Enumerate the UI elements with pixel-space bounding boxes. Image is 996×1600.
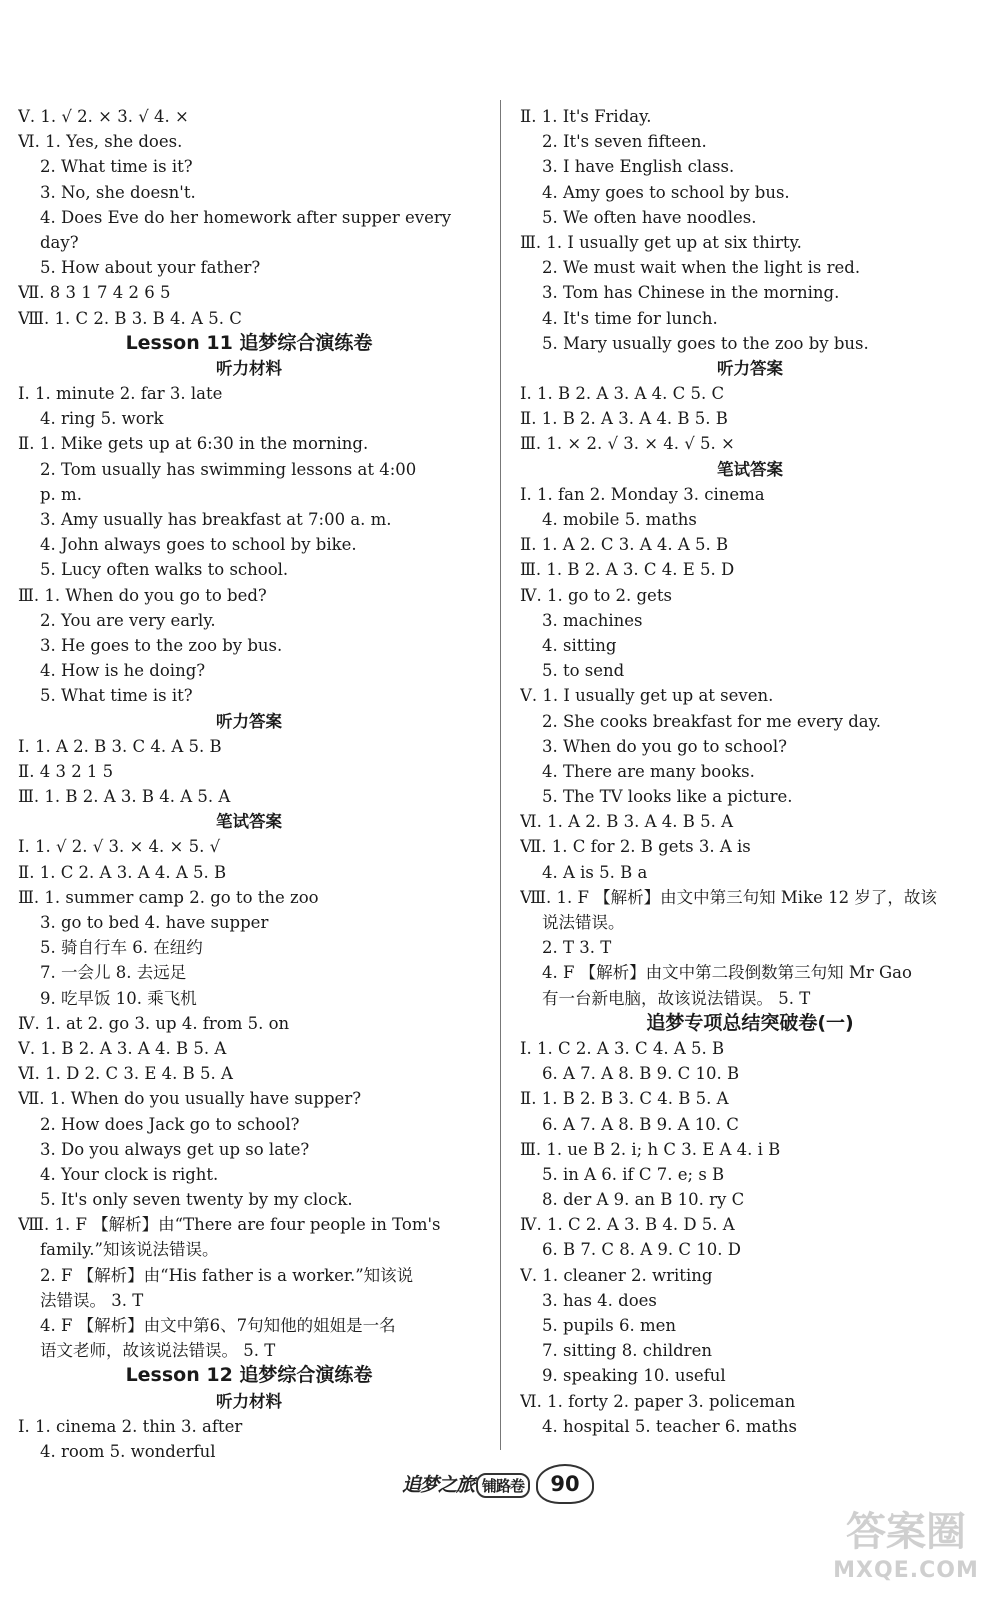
answer-line: 3. Tom has Chinese in the morning. bbox=[542, 283, 840, 303]
section-heading: Lesson 11 追梦综合演练卷 bbox=[125, 331, 373, 354]
page-number: 90 bbox=[536, 1464, 594, 1504]
brand-logo bbox=[402, 1470, 530, 1498]
section-heading: 追梦专项总结突破卷(一) bbox=[646, 1011, 854, 1034]
answer-line: Ⅲ. 1. B 2. A 3. C 4. E 5. D bbox=[520, 560, 735, 580]
answer-line: Ⅲ. 1. × 2. √ 3. × 4. √ 5. × bbox=[520, 434, 735, 454]
answer-line: 4. A is 5. B a bbox=[542, 862, 648, 882]
answer-line: 3. When do you go to school? bbox=[542, 736, 787, 756]
answer-line: 4. It's time for lunch. bbox=[542, 308, 718, 328]
answer-line: 2. It's seven fifteen. bbox=[542, 132, 707, 152]
answer-line: 4. F 【解析】由文中第6、7句知他的姐姐是一名 bbox=[40, 1316, 396, 1335]
answer-line: 5. 骑自行车 6. 在纽约 bbox=[40, 938, 203, 958]
answer-line: 2. We must wait when the light is red. bbox=[542, 258, 861, 278]
answer-line: 3. No, she doesn't. bbox=[40, 182, 196, 202]
brand-name: 追梦之旅 bbox=[401, 1474, 474, 1496]
answer-line: Ⅵ. 1. Yes, she does. bbox=[18, 132, 183, 152]
answer-line: Ⅱ. 1. C 2. A 3. A 4. A 5. B bbox=[18, 862, 227, 882]
answer-line: Ⅷ. 1. F 【解析】由文中第三句知 Mike 12 岁了，故该 bbox=[520, 887, 937, 907]
answer-line: 3. I have English class. bbox=[542, 157, 735, 177]
watermark-logo: 答案圈 bbox=[846, 1509, 966, 1555]
page-footer bbox=[0, 1462, 996, 1506]
answer-line: 2. F 【解析】由“His father is a worker.”知该说 bbox=[40, 1265, 414, 1285]
answer-line: Ⅶ. 1. When do you usually have supper? bbox=[18, 1089, 362, 1109]
answer-line: Ⅰ. 1. minute 2. far 3. late bbox=[18, 384, 223, 404]
section-heading: 听力答案 bbox=[717, 358, 783, 378]
answer-line: 4. Your clock is right. bbox=[40, 1164, 219, 1184]
answer-line: 8. der A 9. an B 10. ry C bbox=[542, 1190, 745, 1210]
answer-line: Ⅰ. 1. √ 2. √ 3. × 4. × 5. √ bbox=[18, 837, 221, 857]
answer-line: 3. has 4. does bbox=[542, 1290, 657, 1310]
watermark-url: MXQE.COM bbox=[833, 1558, 979, 1583]
answer-line: 4. room 5. wonderful bbox=[40, 1441, 216, 1461]
answer-line: 4. Amy goes to school by bus. bbox=[542, 182, 790, 202]
right-column bbox=[520, 104, 980, 1439]
answer-line: 5. We often have noodles. bbox=[542, 207, 757, 227]
answer-line: Ⅷ. 1. C 2. B 3. B 4. A 5. C bbox=[18, 308, 242, 328]
answer-line: 5. What time is it? bbox=[40, 686, 193, 706]
answer-line: 9. speaking 10. useful bbox=[542, 1366, 726, 1386]
answer-line: 4. mobile 5. maths bbox=[542, 510, 697, 529]
answer-line: 2. How does Jack go to school? bbox=[40, 1114, 300, 1134]
answer-line: 3. Amy usually has breakfast at 7:00 a. m. bbox=[40, 510, 392, 529]
answer-line: Ⅵ. 1. A 2. B 3. A 4. B 5. A bbox=[520, 812, 734, 832]
answer-line: family.”知该说法错误。 bbox=[40, 1240, 219, 1260]
answer-line: Ⅴ. 1. √ 2. × 3. √ 4. × bbox=[18, 107, 189, 126]
answer-line: 5. How about your father? bbox=[40, 258, 261, 278]
answer-line: 法错误。 3. T bbox=[40, 1290, 144, 1310]
column-divider bbox=[500, 100, 501, 1450]
answer-line: Ⅲ. 1. B 2. A 3. B 4. A 5. A bbox=[18, 787, 231, 807]
answer-line: Ⅳ. 1. go to 2. gets bbox=[520, 585, 672, 605]
answer-line: 5. pupils 6. men bbox=[542, 1316, 677, 1335]
answer-line: Ⅱ. 1. It's Friday. bbox=[520, 107, 652, 126]
answer-line: 4. John always goes to school by bike. bbox=[40, 535, 357, 555]
answer-line: 2. T 3. T bbox=[542, 938, 612, 958]
answer-line: Ⅶ. 8 3 1 7 4 2 6 5 bbox=[18, 283, 171, 303]
answer-line: 4. hospital 5. teacher 6. maths bbox=[542, 1416, 798, 1436]
answer-line: Ⅱ. 1. A 2. C 3. A 4. A 5. B bbox=[520, 535, 729, 555]
answer-line: Ⅴ. 1. I usually get up at seven. bbox=[520, 686, 774, 706]
answer-line: Ⅰ. 1. B 2. A 3. A 4. C 5. C bbox=[520, 384, 725, 404]
section-heading: 听力材料 bbox=[216, 358, 282, 378]
answer-line: 语文老师，故该说法错误。 5. T bbox=[40, 1341, 276, 1361]
answer-line: p. m. bbox=[40, 484, 82, 504]
answer-line: day? bbox=[40, 232, 79, 252]
answer-line: Ⅲ. 1. summer camp 2. go to the zoo bbox=[18, 887, 319, 907]
answer-line: Ⅱ. 1. B 2. A 3. A 4. B 5. B bbox=[520, 409, 728, 429]
answer-line: 6. B 7. C 8. A 9. C 10. D bbox=[542, 1240, 741, 1260]
answer-line: 4. There are many books. bbox=[542, 761, 755, 781]
section-heading: 听力答案 bbox=[216, 711, 282, 731]
answer-line: Ⅴ. 1. B 2. A 3. A 4. B 5. A bbox=[18, 1038, 227, 1058]
answer-line: 3. Do you always get up so late? bbox=[40, 1139, 310, 1159]
watermark bbox=[826, 1508, 986, 1594]
answer-line: 说法错误。 bbox=[542, 913, 625, 932]
answer-line: Ⅰ. 1. C 2. A 3. C 4. A 5. B bbox=[520, 1038, 725, 1058]
answer-line: 有一台新电脑，故该说法错误。 5. T bbox=[542, 988, 811, 1008]
answer-line: 5. Mary usually goes to the zoo by bus. bbox=[542, 333, 869, 353]
answer-line: 7. 一会儿 8. 去远足 bbox=[40, 963, 187, 983]
answer-line: Ⅱ. 1. B 2. B 3. C 4. B 5. A bbox=[520, 1089, 729, 1109]
answer-line: 2. Tom usually has swimming lessons at 4:00 bbox=[40, 459, 417, 479]
answer-line: Ⅰ. 1. cinema 2. thin 3. after bbox=[18, 1416, 243, 1436]
answer-line: 6. A 7. A 8. B 9. A 10. C bbox=[542, 1114, 739, 1134]
answer-line: 4. Does Eve do her homework after supper every bbox=[40, 207, 452, 227]
answer-line: Ⅳ. 1. C 2. A 3. B 4. D 5. A bbox=[520, 1215, 735, 1235]
answer-line: 2. What time is it? bbox=[40, 157, 193, 177]
answer-line: Ⅰ. 1. fan 2. Monday 3. cinema bbox=[520, 484, 765, 504]
answer-line: 4. ring 5. work bbox=[40, 409, 164, 429]
answer-line: 5. It's only seven twenty by my clock. bbox=[40, 1190, 353, 1210]
answer-line: 3. He goes to the zoo by bus. bbox=[40, 635, 283, 655]
answer-line: 2. You are very early. bbox=[40, 610, 216, 630]
answer-line: Ⅲ. 1. I usually get up at six thirty. bbox=[520, 232, 802, 252]
section-heading: 笔试答案 bbox=[717, 459, 783, 479]
answer-line: 5. Lucy often walks to school. bbox=[40, 560, 289, 580]
answer-line: 5. in A 6. if C 7. e; s B bbox=[542, 1164, 725, 1184]
answer-line: 4. How is he doing? bbox=[40, 661, 206, 681]
answer-line: Ⅶ. 1. C for 2. B gets 3. A is bbox=[520, 837, 751, 857]
section-heading: Lesson 12 追梦综合演练卷 bbox=[125, 1364, 373, 1387]
answer-line: Ⅲ. 1. ue B 2. i; h C 3. E A 4. i B bbox=[520, 1139, 781, 1159]
answer-line: 7. sitting 8. children bbox=[542, 1341, 712, 1361]
answer-line: 5. The TV looks like a picture. bbox=[542, 787, 793, 807]
section-heading: 听力材料 bbox=[216, 1391, 282, 1411]
answer-line: Ⅳ. 1. at 2. go 3. up 4. from 5. on bbox=[18, 1013, 290, 1033]
answer-line: 5. to send bbox=[542, 661, 625, 681]
answer-line: 9. 吃早饭 10. 乘飞机 bbox=[40, 988, 197, 1008]
answer-line: Ⅴ. 1. cleaner 2. writing bbox=[520, 1265, 713, 1285]
answer-line: Ⅵ. 1. D 2. C 3. E 4. B 5. A bbox=[18, 1064, 233, 1084]
answer-line: Ⅰ. 1. A 2. B 3. C 4. A 5. B bbox=[18, 736, 222, 756]
answer-line: Ⅱ. 4 3 2 1 5 bbox=[18, 761, 114, 781]
answer-line: Ⅲ. 1. When do you go to bed? bbox=[18, 585, 267, 605]
answer-line: 4. sitting bbox=[542, 635, 617, 655]
answer-line: Ⅵ. 1. forty 2. paper 3. policeman bbox=[520, 1391, 796, 1411]
series-name: 铺路卷 bbox=[476, 1473, 530, 1498]
answer-line: Ⅷ. 1. F 【解析】由“There are four people in Tom's bbox=[18, 1215, 441, 1235]
answer-line: Ⅱ. 1. Mike gets up at 6:30 in the morning. bbox=[18, 434, 369, 454]
answer-line: 6. A 7. A 8. B 9. C 10. B bbox=[542, 1064, 740, 1084]
left-column bbox=[18, 104, 480, 1464]
answer-line: 4. F 【解析】由文中第二段倒数第三句知 Mr Gao bbox=[542, 963, 912, 983]
answer-line: 3. go to bed 4. have supper bbox=[40, 913, 269, 932]
answer-line: 2. She cooks breakfast for me every day. bbox=[542, 711, 881, 731]
section-heading: 笔试答案 bbox=[216, 812, 282, 832]
answer-line: 3. machines bbox=[542, 610, 643, 630]
